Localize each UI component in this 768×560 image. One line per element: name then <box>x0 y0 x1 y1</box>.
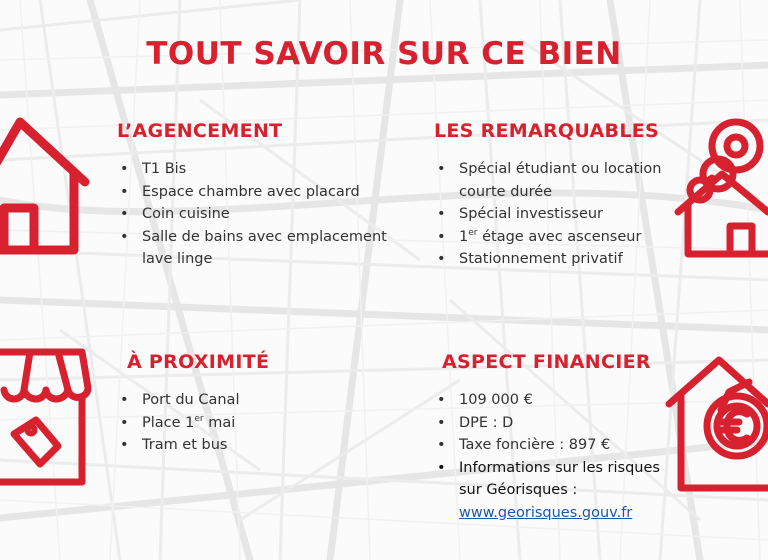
agencement-list <box>117 158 407 271</box>
place-suffix: er <box>194 413 204 424</box>
list-item: • DPE : D <box>434 412 679 435</box>
financier-heading: ASPECT FINANCIER <box>442 351 651 373</box>
list-item: • Salle de bains avec emplacement lave linge <box>117 226 407 271</box>
financier-section <box>434 351 679 524</box>
risks-text: Informations sur les risques sur Géorisques : <box>459 459 660 498</box>
list-item: • Tram et bus <box>117 434 407 457</box>
list-item <box>434 226 674 249</box>
remarquables-section <box>434 120 674 271</box>
proximite-heading: À PROXIMITÉ <box>127 351 270 373</box>
list-item: • Spécial étudiant ou location courte durée <box>434 158 674 203</box>
list-item: • 109 000 € <box>434 389 679 412</box>
list-item: • Spécial investisseur <box>434 203 674 226</box>
shop-with-price-tag-icon <box>0 342 92 492</box>
house-with-euro-coin-icon <box>663 352 768 502</box>
page-title: TOUT SAVOIR SUR CE BIEN <box>146 36 622 72</box>
proximite-list <box>117 389 407 457</box>
list-item: • Coin cuisine <box>117 203 407 226</box>
house-outline-icon <box>0 112 95 257</box>
list-item <box>434 457 679 525</box>
place-text-end: mai <box>208 414 236 431</box>
agencement-section <box>117 120 407 271</box>
remarquables-list <box>434 158 674 271</box>
list-item: • Espace chambre avec placard <box>117 181 407 204</box>
list-item <box>117 412 407 435</box>
house-with-keys-icon <box>672 112 768 262</box>
georisques-link[interactable]: www.georisques.gouv.fr <box>459 504 633 521</box>
floor-suffix: er <box>468 227 478 238</box>
proximite-section <box>117 351 407 457</box>
floor-number: 1 <box>459 228 469 245</box>
agencement-heading: L’AGENCEMENT <box>117 120 283 142</box>
list-item: • T1 Bis <box>117 158 407 181</box>
list-item: • Taxe foncière : 897 € <box>434 434 679 457</box>
remarquables-heading: LES REMARQUABLES <box>434 120 659 142</box>
list-item: • Stationnement privatif <box>434 248 674 271</box>
financier-list <box>434 389 679 524</box>
place-text: Place 1 <box>142 414 195 431</box>
floor-text: étage avec ascenseur <box>482 228 642 245</box>
list-item: • Port du Canal <box>117 389 407 412</box>
